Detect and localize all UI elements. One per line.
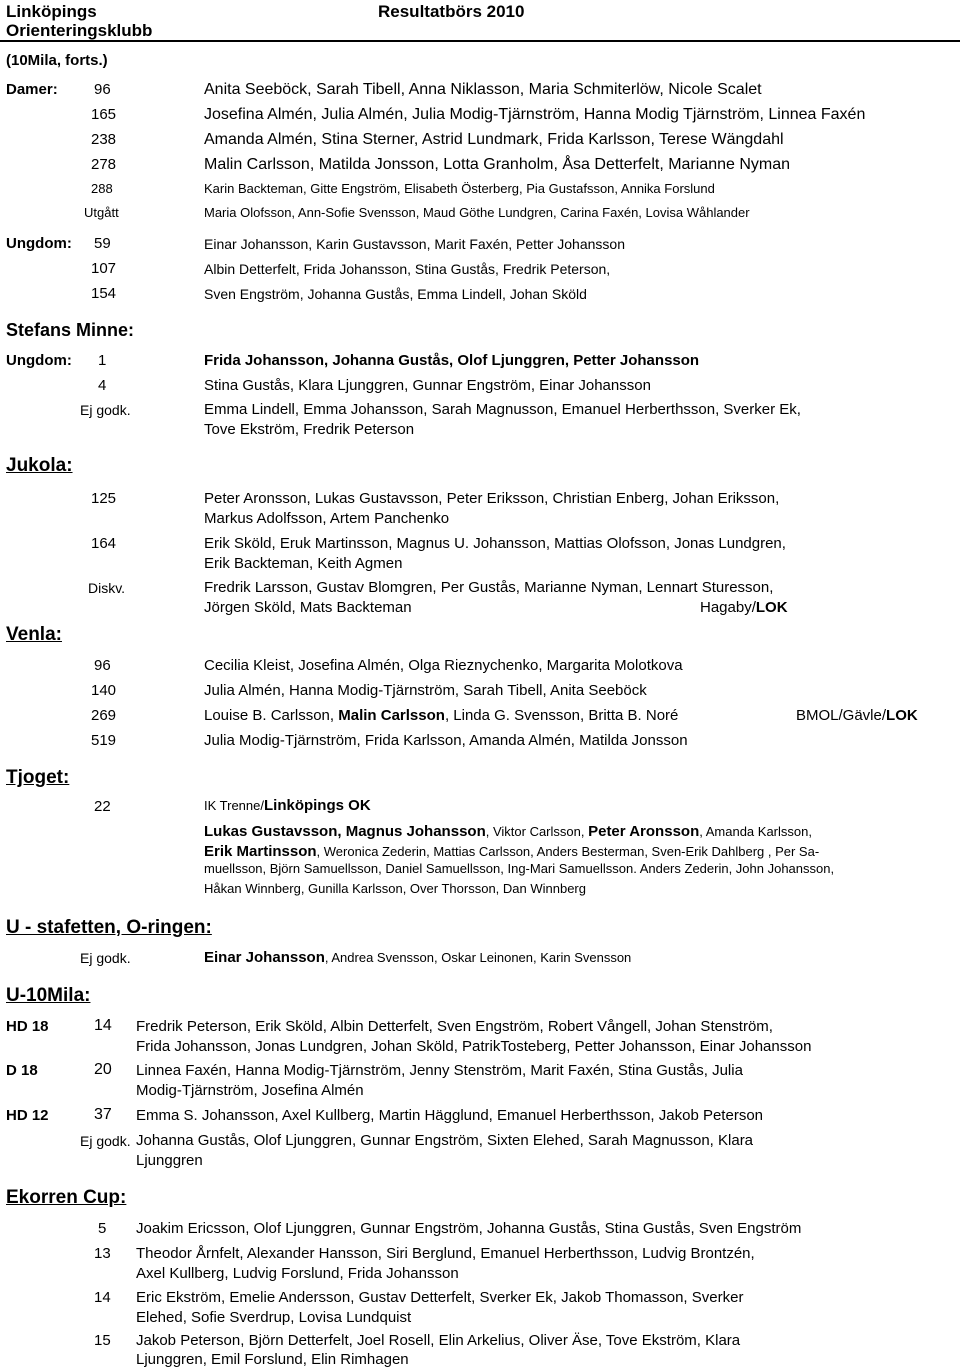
damer-label: Damer:: [6, 81, 58, 98]
result-place: 154: [91, 285, 117, 302]
result-place: 238: [91, 131, 117, 148]
result-place: 37: [94, 1106, 112, 1123]
result-names: Sven Engström, Johanna Gustås, Emma Lindell, Johan Sköld: [204, 286, 587, 302]
club-tag-part: IK Trenne/: [204, 798, 264, 813]
club-tag-part: Hagaby/: [700, 599, 756, 616]
result-place: 4: [98, 377, 107, 394]
team-line: Håkan Winnberg, Gunilla Karlsson, Over Thorsson, Dan Winnberg: [204, 881, 586, 896]
result-place: 13: [94, 1245, 111, 1262]
result-names: Frida Johansson, Johanna Gustås, Olof Ljunggren, Petter Johansson: [204, 352, 700, 369]
result-names: Julia Almén, Hanna Modig-Tjärnström, Sarah Tibell, Anita Seeböck: [204, 682, 647, 699]
result-place: 278: [91, 156, 117, 173]
names-part: , Weronica Zederin, Mattias Carlsson, Anders Besterman, Sven-Erik Dahlberg , Per Sa-: [316, 844, 820, 859]
section-heading-u-stafetten: U - stafetten, O-ringen:: [6, 917, 212, 938]
result-names: Joakim Ericsson, Olof Ljunggren, Gunnar Engström, Johanna Gustås, Stina Gustås, Sven Engström: [136, 1220, 802, 1237]
names-bold: Lukas Gustavsson, Magnus Johansson: [204, 823, 486, 840]
result-names: Karin Backteman, Gitte Engström, Elisabeth Österberg, Pia Gustafsson, Annika Forslund: [204, 181, 715, 196]
section-heading-10mila: (10Mila, forts.): [6, 52, 108, 69]
section-heading-ekorren-cup: Ekorren Cup:: [6, 1187, 127, 1208]
result-place: 165: [91, 106, 117, 123]
result-names-cont: Elehed, Sofie Sverdrup, Lovisa Lundquist: [136, 1309, 412, 1326]
club-tag: [796, 707, 918, 724]
result-place: 59: [94, 235, 111, 252]
result-names-cont: Frida Johansson, Jonas Lundgren, Johan Sköld, PatrikTosteberg, Petter Johansson, Einar Johansson: [136, 1038, 812, 1055]
page-title: Resultatbörs 2010: [378, 2, 525, 21]
result-names-cont: Erik Backteman, Keith Agmen: [204, 555, 403, 572]
result-names: Jakob Peterson, Björn Detterfelt, Joel Rosell, Elin Arkelius, Oliver Äse, Tove Ekström, Klara: [136, 1332, 741, 1349]
class-label: HD 12: [6, 1107, 49, 1124]
result-place: Utgått: [84, 205, 119, 220]
names-part: , Amanda Karlsson,: [699, 824, 812, 839]
result-names-cont: Jörgen Sköld, Mats Backteman: [204, 599, 412, 616]
ungdom-label: Ungdom:: [6, 235, 72, 252]
result-place: 22: [94, 798, 111, 815]
result-names: Julia Modig-Tjärnström, Frida Karlsson, Amanda Almén, Matilda Jonsson: [204, 732, 688, 749]
result-names: Anita Seeböck, Sarah Tibell, Anna Niklasson, Maria Schmiterlöw, Nicole Scalet: [204, 81, 762, 98]
result-place: Ej godk.: [80, 402, 131, 418]
section-heading-venla: Venla:: [6, 624, 62, 645]
names-part: Louise B. Carlsson,: [204, 707, 339, 724]
result-place: Ej godk.: [80, 1133, 131, 1149]
result-names: [204, 707, 678, 724]
class-label: HD 18: [6, 1018, 49, 1035]
result-place: 1: [98, 352, 107, 369]
names-bold: Einar Johansson: [204, 949, 325, 966]
result-names: Stina Gustås, Klara Ljunggren, Gunnar Engström, Einar Johansson: [204, 377, 651, 394]
names-part: , Linda G. Svensson, Britta B. Noré: [444, 707, 679, 724]
section-heading-tjoget: Tjoget:: [6, 767, 70, 788]
class-label: D 18: [6, 1062, 38, 1079]
result-place: 96: [94, 81, 111, 98]
result-names: Emma S. Johansson, Axel Kullberg, Martin Hägglund, Emanuel Herberthsson, Jakob Peterson: [136, 1107, 763, 1124]
result-names-cont: Modig-Tjärnström, Josefina Almén: [136, 1082, 364, 1099]
result-place: 519: [91, 732, 117, 749]
club-name-line2: Orienteringsklubb: [6, 21, 153, 40]
result-names: Malin Carlsson, Matilda Jonsson, Lotta Granholm, Åsa Detterfelt, Marianne Nyman: [204, 156, 791, 173]
club-tag-part: BMOL/Gävle/: [796, 707, 887, 724]
result-place: 20: [94, 1061, 112, 1078]
ungdom-label: Ungdom:: [6, 352, 72, 369]
section-heading-u-10mila: U-10Mila:: [6, 985, 91, 1006]
club-tag: [204, 797, 371, 814]
team-line: [204, 823, 812, 841]
club-tag-bold: LOK: [886, 707, 918, 724]
result-names: Albin Detterfelt, Frida Johansson, Stina Gustås, Fredrik Peterson,: [204, 261, 611, 277]
result-place: 14: [94, 1289, 111, 1306]
result-names: Amanda Almén, Stina Sterner, Astrid Lundmark, Frida Karlsson, Terese Wängdahl: [204, 131, 784, 148]
result-names: Cecilia Kleist, Josefina Almén, Olga Rieznychenko, Margarita Molotkova: [204, 657, 683, 674]
result-place: 288: [91, 181, 113, 196]
names-bold: Malin Carlsson: [338, 707, 445, 724]
result-place: Diskv.: [88, 580, 126, 596]
result-names: Eric Ekström, Emelie Andersson, Gustav Detterfelt, Sverker Ek, Jakob Thomasson, Sverker: [136, 1289, 744, 1306]
names-bold: Peter Aronsson: [588, 823, 700, 840]
result-names: Theodor Årnfelt, Alexander Hansson, Siri Berglund, Emanuel Herberthsson, Ludvig Brontzén,: [136, 1245, 755, 1262]
result-names: Maria Olofsson, Ann-Sofie Svensson, Maud Göthe Lundgren, Carina Faxén, Lovisa Wåhlander: [204, 205, 750, 220]
section-heading-stefans-minne: Stefans Minne:: [6, 320, 135, 340]
result-place: 14: [94, 1017, 112, 1034]
result-place: 125: [91, 490, 117, 507]
result-names-cont: Tove Ekström, Fredrik Peterson: [204, 421, 415, 438]
result-place: 164: [91, 535, 117, 552]
result-names: Peter Aronsson, Lukas Gustavsson, Peter Eriksson, Christian Enberg, Johan Eriksson,: [204, 490, 780, 507]
result-names-cont: Ljunggren, Emil Forslund, Elin Rimhagen: [136, 1351, 409, 1368]
header-divider: [0, 40, 960, 42]
club-tag-bold: Linköpings OK: [263, 797, 371, 814]
result-names-cont: Axel Kullberg, Ludvig Forslund, Frida Johansson: [136, 1265, 459, 1282]
result-place: 5: [98, 1220, 107, 1237]
result-place: Ej godk.: [80, 950, 131, 966]
result-names: Johanna Gustås, Olof Ljunggren, Gunnar Engström, Sixten Elehed, Sarah Magnusson, Klara: [136, 1132, 754, 1149]
result-names: Fredrik Peterson, Erik Sköld, Albin Detterfelt, Sven Engström, Robert Vångell, Johan Stenström,: [136, 1018, 773, 1035]
result-names: Einar Johansson, Karin Gustavsson, Marit Faxén, Petter Johansson: [204, 236, 625, 252]
result-names-cont: Markus Adolfsson, Artem Panchenko: [204, 510, 450, 527]
result-names-cont: Ljunggren: [136, 1152, 203, 1169]
result-names: Linnea Faxén, Hanna Modig-Tjärnström, Jenny Stenström, Marit Faxén, Stina Gustås, Julia: [136, 1062, 743, 1079]
result-place: 140: [91, 682, 117, 699]
result-names: Emma Lindell, Emma Johansson, Sarah Magnusson, Emanuel Herberthsson, Sverker Ek,: [204, 401, 801, 418]
team-line: [204, 843, 819, 861]
result-names: Fredrik Larsson, Gustav Blomgren, Per Gustås, Marianne Nyman, Lennart Sturesson,: [204, 579, 774, 596]
names-part: , Andrea Svensson, Oskar Leinonen, Karin Svensson: [324, 950, 632, 965]
club-tag-bold: LOK: [755, 599, 788, 616]
club-name-line1: Linköpings: [6, 2, 97, 21]
result-place: 269: [91, 707, 117, 724]
names-bold: Erik Martinsson: [204, 843, 317, 860]
result-names: Josefina Almén, Julia Almén, Julia Modig-Tjärnström, Hanna Modig Tjärnström, Linnea Faxén: [204, 106, 866, 123]
team-line: muellsson, Björn Samuellsson, Daniel Samuellsson, Ing-Mari Samuellsson. Anders Zederin, John Johansson,: [204, 861, 835, 876]
result-place: 15: [94, 1332, 111, 1349]
section-heading-jukola: Jukola:: [6, 455, 73, 476]
names-part: , Viktor Carlsson,: [485, 824, 589, 839]
result-names: [204, 949, 631, 967]
club-tag: [700, 599, 788, 616]
result-place: 96: [94, 657, 111, 674]
result-place: 107: [91, 260, 117, 277]
result-names: Erik Sköld, Eruk Martinsson, Magnus U. Johansson, Mattias Olofsson, Jonas Lundgren,: [204, 535, 786, 552]
